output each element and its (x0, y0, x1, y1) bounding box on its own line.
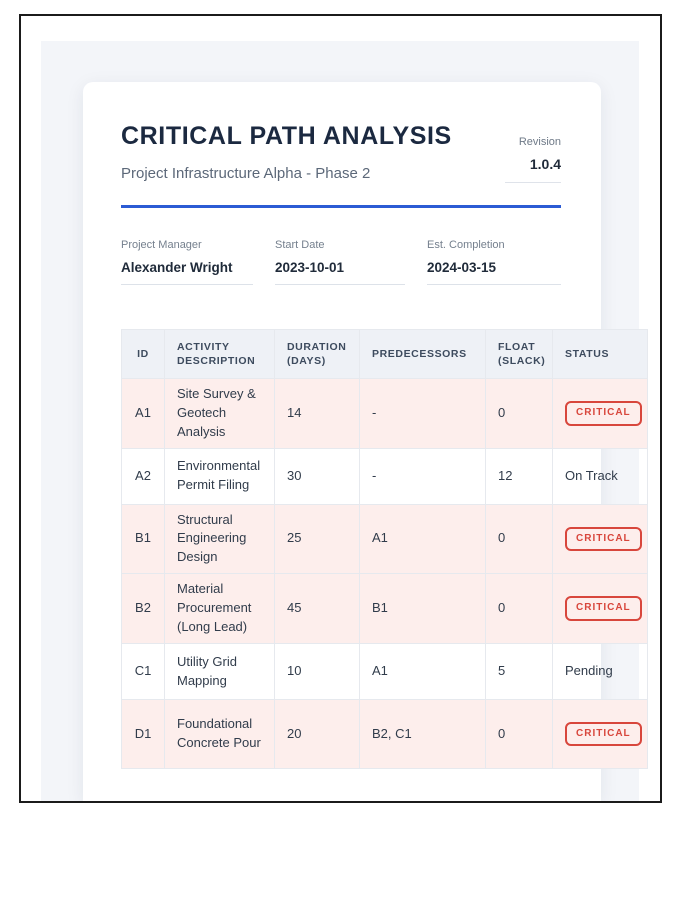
cell-float: 0 (486, 700, 553, 769)
column-header-duration: DURATION (DAYS) (275, 330, 360, 379)
status-text: On Track (565, 467, 618, 483)
page-title: CRITICAL PATH ANALYSIS (121, 122, 452, 150)
cell-id: A1 (122, 379, 165, 449)
cell-float: 5 (486, 644, 553, 700)
field-project-manager (121, 239, 253, 285)
cpm-table (121, 329, 648, 769)
cell-predecessors: B1 (360, 574, 486, 644)
revision-block (505, 136, 561, 183)
table-row (122, 700, 648, 769)
field-value: Alexander Wright (121, 260, 233, 275)
column-header-float: FLOAT (SLACK) (486, 330, 553, 379)
table-row (122, 644, 648, 700)
cell-predecessors: B2, C1 (360, 700, 486, 769)
field-value: 2023-10-01 (275, 260, 345, 275)
cell-activity: Structural Engineering Design (165, 504, 275, 574)
cell-duration: 20 (275, 700, 360, 769)
cell-id: A2 (122, 448, 165, 504)
cell-id: C1 (122, 644, 165, 700)
cell-status (553, 448, 648, 504)
cell-duration: 10 (275, 644, 360, 700)
status-text: Pending (565, 663, 613, 679)
cell-predecessors: A1 (360, 644, 486, 700)
column-header-status: STATUS (553, 330, 648, 379)
cell-id: B2 (122, 574, 165, 644)
field-label: Est. Completion (427, 239, 505, 252)
cell-float: 0 (486, 379, 553, 449)
report-header (121, 122, 561, 183)
cell-status (553, 644, 648, 700)
table-header-row (122, 330, 648, 379)
cell-float: 0 (486, 574, 553, 644)
cell-predecessors: - (360, 379, 486, 449)
meta-fields (121, 239, 561, 285)
field-value: 2024-03-15 (427, 260, 497, 275)
page-frame (19, 14, 662, 803)
table-row (122, 504, 648, 574)
accent-divider (121, 205, 561, 208)
cell-status (553, 379, 648, 449)
cell-duration: 14 (275, 379, 360, 449)
table-row (122, 379, 648, 449)
cell-status (553, 574, 648, 644)
page-subtitle: Project Infrastructure Alpha - Phase 2 (121, 164, 371, 182)
column-header-predecessors: PREDECESSORS (360, 330, 486, 379)
field-label: Project Manager (121, 239, 202, 252)
cell-duration: 30 (275, 448, 360, 504)
status-badge: CRITICAL (565, 722, 642, 747)
cell-activity: Utility Grid Mapping (165, 644, 275, 700)
cell-activity: Foundational Concrete Pour (165, 700, 275, 769)
cell-duration: 25 (275, 504, 360, 574)
cell-predecessors: - (360, 448, 486, 504)
cell-float: 0 (486, 504, 553, 574)
cell-activity: Material Procurement (Long Lead) (165, 574, 275, 644)
status-badge: CRITICAL (565, 401, 642, 426)
status-badge: CRITICAL (565, 596, 642, 621)
field-label: Start Date (275, 239, 325, 252)
table-row (122, 574, 648, 644)
revision-value: 1.0.4 (529, 156, 561, 173)
cell-activity: Environmental Permit Filing (165, 448, 275, 504)
cell-duration: 45 (275, 574, 360, 644)
report-card (83, 82, 631, 801)
cell-status (553, 504, 648, 574)
field-est-completion (427, 239, 561, 285)
cell-activity: Site Survey & Geotech Analysis (165, 379, 275, 449)
status-badge: CRITICAL (565, 527, 642, 552)
table-row (122, 448, 648, 504)
field-start-date (275, 239, 405, 285)
cell-predecessors: A1 (360, 504, 486, 574)
column-header-activity: ACTIVITY DESCRIPTION (165, 330, 275, 379)
cell-float: 12 (486, 448, 553, 504)
cell-id: D1 (122, 700, 165, 769)
cell-status (553, 700, 648, 769)
column-header-id: ID (122, 330, 165, 379)
cell-id: B1 (122, 504, 165, 574)
title-block (121, 122, 452, 183)
revision-label: Revision (518, 136, 561, 148)
